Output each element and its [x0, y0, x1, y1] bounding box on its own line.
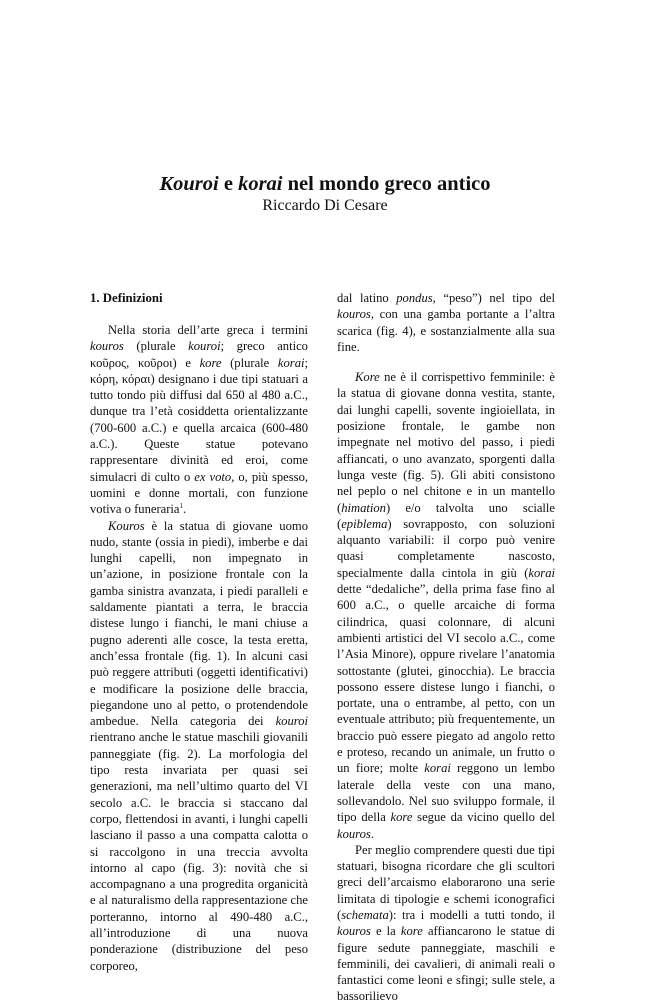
- right-column: [337, 290, 555, 1005]
- italic-term: kouros: [337, 307, 371, 322]
- italic-term: kouroi: [188, 339, 221, 354]
- text-run: , con una gamba portante a l’altra scarica (fig. 4), e sostanzialmente alla sua fine.: [337, 307, 555, 354]
- text-run: (plurale: [123, 339, 189, 354]
- text-run: ; κόρη, κόραι) designano i due tipi statuari a tutto tondo più diffusi dal 650 al 480 a.C., dunque tra l’età cosiddetta orientalizzante (700-600 a.C.) e quella arcaica (600-480 a.C.). Queste statue potevano rappresentare divinità ed eroi, come simulacri di culto o: [90, 355, 308, 484]
- text-run: reggono un lembo laterale della veste con una mano, sollevandolo. Nel suo sviluppo formale, il tipo della: [337, 761, 555, 825]
- text-run: dette “dedaliche”, della prima fase fino al 600 a.C., o quelle arcaiche di forma cilindrica, quasi colonnare, di alcuni ambienti artistici del VI secolo a.C., come l’Asia Minore), oppure rivelare l’anatomia sottostante (glutei, ginocchia). Le braccia possono essere distese lungo i fianchi, o portate, una o entrambe, al petto, con un eventuale attributo; più frequentemente, un braccio può essere piegato ad angolo retto e proteso, recando un animale, un frutto o un fiore; molte: [337, 582, 555, 776]
- text-run: ) e/o talvolta uno scialle (: [337, 500, 555, 531]
- paragraph-schemata: [337, 842, 555, 1005]
- italic-term: schemata: [341, 907, 389, 922]
- italic-term: kore: [199, 355, 222, 370]
- text-run: è la statua di giovane uomo nudo, stante (ossia in piedi), imberbe e dai lunghi capelli, non impegnato in un’azione, in posizione frontale con la gamba sinistra avanzata, i piedi paralleli e saldamente piantati a terra, le braccia distese lungo i fianchi, le mani chiuse a pugno aderenti alle cosce, la testa eretta, anch’essa frontale (fig. 1). In alcuni casi può reggere attributi (oggetti identificativi) e modificare la posizione delle braccia, piegandone uno al petto, o protendendole ambedue. Nella categoria dei: [90, 518, 308, 729]
- left-column: [90, 290, 308, 974]
- italic-term: epiblema: [341, 516, 388, 531]
- text-run: dal latino: [337, 291, 397, 305]
- text-run: ) sovrapposto, con soluzioni alquanto variabili: il corpo può venire quasi completamente nascosto, specialmente dalla cintola in giù (: [337, 516, 555, 580]
- section-heading: 1. Definizioni: [90, 291, 163, 305]
- text-run: Nella storia dell’arte greca i termini: [108, 323, 308, 337]
- text-run: .: [183, 502, 187, 517]
- text-run: (plurale: [221, 355, 278, 370]
- italic-term: korai: [424, 761, 451, 776]
- italic-term: kouroi: [275, 714, 308, 729]
- article-author: Riccardo Di Cesare: [262, 197, 388, 214]
- text-run: rientrano anche le statue maschili giovanili panneggiate (fig. 2). La morfologia del tipo resta invariata per quasi sei generazioni, ma nell’ultimo quarto del VI secolo a.C. le braccia si staccano dal corpo, flettendosi in avanti, i lunghi capelli lasciano il passo a una compatta calotta o si raccolgono in una treccia avvolta intorno al capo (fig. 3): novità che si accompagnano a una progredita organicità e al naturalismo della rappresentazione che porteranno, intorno al 490-480 a.C., all’introduzione di una nuova ponderazione (distribuzione del peso corporeo,: [90, 730, 308, 973]
- italic-term: kouros: [337, 924, 371, 939]
- italic-term: Kore: [355, 370, 380, 385]
- title-italic-kouroi: Kouroi: [159, 172, 219, 195]
- title-rest: nel mondo greco antico: [282, 172, 491, 195]
- italic-term: kore: [390, 810, 413, 825]
- text-run: , “peso”) nel tipo del: [432, 291, 555, 305]
- text-run: segue da vicino quello del: [412, 810, 555, 825]
- paragraph-kouros: [90, 518, 308, 974]
- italic-term: kouros: [337, 826, 371, 841]
- text-run: ; greco antico κοῦρος, κοῦροι) e: [90, 339, 308, 370]
- paragraph-definitions-intro: [90, 322, 308, 518]
- text-run: e la: [370, 924, 401, 939]
- title-italic-korai: korai: [238, 172, 283, 195]
- text-run: , o, più spesso, uomini e donne mortali, con funzione votiva o funeraria: [90, 469, 309, 517]
- italic-term: kouros: [90, 339, 124, 354]
- footnote-marker[interactable]: 1: [179, 502, 184, 511]
- italic-term: korai: [528, 565, 555, 580]
- text-run: .: [370, 826, 374, 841]
- italic-term: Kouros: [108, 518, 145, 533]
- article-title: [0, 171, 650, 197]
- text-run: Per meglio comprendere questi due tipi statuari, bisogna ricordare che gli scultori greci dell’arcaismo elaborarono una serie limitata di tipologie e schemi iconografici (: [337, 842, 555, 922]
- text-run: ne è il corrispettivo femminile: è la statua di giovane donna vestita, stante, dai lunghi capelli, sovente ingioiellata, in posizione frontale, le gambe non impegnate nel motivo del passo, i piedi affiancati, o uno avanzato, sporgenti dalla lunga veste (fig. 5). Gli abiti consistono nel peplo o nel chitone e in un mantello (: [337, 370, 555, 515]
- paragraph-kore: [337, 369, 555, 842]
- italic-term: pondus: [396, 291, 433, 305]
- italic-term: himation: [341, 500, 386, 515]
- italic-term: kore: [400, 924, 423, 939]
- title-conjunction: e: [218, 172, 239, 195]
- text-run: ): tra i modelli a tutti tondo, il: [388, 907, 555, 922]
- text-run: affiancarono le statue di figure sedute panneggiate, maschili e femminili, dei cavalieri, di animali reali o fantastici come leoni e sfingi; sulle stele, a bassorilievo: [337, 924, 556, 1004]
- paragraph-kouros-continued: [337, 290, 555, 355]
- italic-term: korai: [277, 355, 305, 370]
- italic-term: ex voto: [194, 469, 232, 484]
